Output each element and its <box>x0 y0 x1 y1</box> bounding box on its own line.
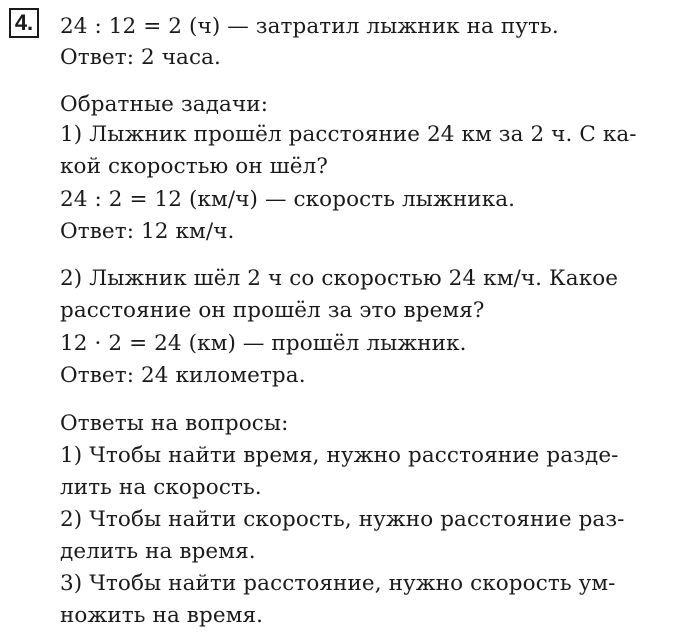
task-number: 4. <box>14 10 34 35</box>
inverse-task1-solution: 24 : 2 = 12 (км/ч) — скорость лыжника. <box>60 187 516 212</box>
inverse-task2-text-line2: расстояние он прошёл за это время? <box>60 298 485 323</box>
answer-q1-line1: 1) Чтобы найти время, нужно расстояние разде- <box>60 443 619 468</box>
inverse-task2-text-line1: 2) Лыжник шёл 2 ч со скоростью 24 км/ч. Какое <box>60 266 619 291</box>
inverse-task1-answer: Ответ: 12 км/ч. <box>60 219 235 244</box>
task-number-box <box>9 8 39 38</box>
solution-answer: Ответ: 2 часа. <box>60 45 221 70</box>
answer-q2-line1: 2) Чтобы найти скорость, нужно расстояние раз- <box>60 507 625 532</box>
solution-line: 24 : 12 = 2 (ч) — затратил лыжник на путь. <box>60 14 559 39</box>
answer-q3-line2: ножить на время. <box>60 603 264 628</box>
inverse-task1-text-line2: кой скоростью он шёл? <box>60 154 328 179</box>
answer-q2-line2: делить на время. <box>60 539 256 564</box>
answers-heading: Ответы на вопросы: <box>60 411 289 436</box>
inverse-task2-solution: 12 · 2 = 24 (км) — прошёл лыжник. <box>60 331 467 356</box>
inverse-tasks-heading: Обратные задачи: <box>60 92 269 117</box>
inverse-task2-answer: Ответ: 24 километра. <box>60 363 306 388</box>
inverse-task1-text-line1: 1) Лыжник прошёл расстояние 24 км за 2 ч. С ка- <box>60 122 637 147</box>
answer-q3-line1: 3) Чтобы найти расстояние, нужно скорость ум- <box>60 571 616 596</box>
answer-q1-line2: лить на скорость. <box>60 475 262 500</box>
